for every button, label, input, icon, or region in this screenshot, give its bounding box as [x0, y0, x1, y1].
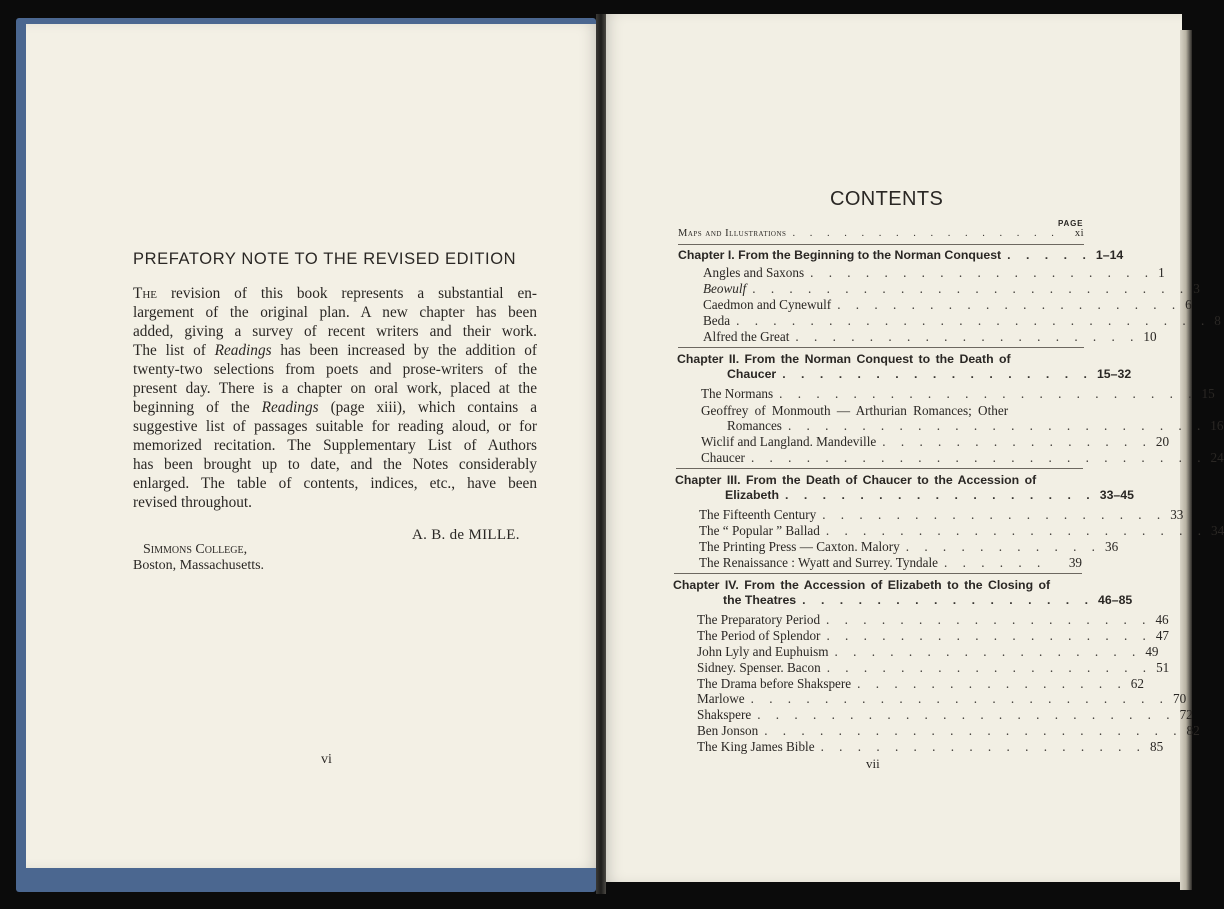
divider [676, 468, 1083, 469]
toc-entry: The King James Bible . . . . . . . . . . . . . . . . . . 85 [697, 739, 1164, 754]
divider [674, 573, 1082, 574]
body-line: beginning of the Readings (page xiii), which contains a [133, 399, 537, 416]
chapter-title: Chapter I. From the Beginning to the Norman Conquest [678, 248, 1002, 262]
toc-entry: John Lyly and Euphuism . . . . . . . . . . . . . . . . . 49 [697, 644, 1159, 659]
body-line: largement of the original plan. A new chapter has been [133, 304, 537, 321]
toc-entry: Wiclif and Langland. Mandeville . . . . . . . . . . . . . . . 20 [701, 434, 1170, 449]
toc-entry: Chaucer . . . . . . . . . . . . . . . . . . . . . . . . . 24 [701, 450, 1224, 465]
toc-entry: Shakspere . . . . . . . . . . . . . . . . . . . . . . . 72 [697, 707, 1193, 722]
page-column-heading: PAGE [1058, 219, 1084, 228]
toc-entry: Ben Jonson . . . . . . . . . . . . . . . . . . . . . . . 82 [697, 723, 1200, 738]
toc-entry: Beowulf . . . . . . . . . . . . . . . . . . . . . . . . 3 [703, 281, 1200, 296]
toc-label: Maps and Illustrations [678, 228, 787, 239]
toc-entry: The Fifteenth Century . . . . . . . . . . . . . . . . . . . 33 [699, 507, 1184, 522]
place-line-1: Simmons College, [143, 542, 248, 557]
toc-entry: Romances . . . . . . . . . . . . . . . . . . . . . . . 16 [727, 418, 1224, 433]
right-page-number: vii [866, 756, 880, 771]
toc-entry: The Drama before Shakspere . . . . . . . . . . . . . . . 62 [697, 676, 1144, 691]
emphasis: Readings [261, 399, 319, 416]
toc-entry: Sidney. Spenser. Bacon . . . . . . . . . . . . . . . . . . 51 [697, 660, 1170, 675]
toc-chapter-3-cont: Elizabeth . . . . . . . . . . . . . . . . . 33–45 [725, 488, 1134, 502]
contents-title: CONTENTS [830, 188, 944, 210]
chapter-pages: 1–14 [1095, 248, 1124, 262]
toc-chapter-4: Chapter IV. From the Accession of Elizabeth to the Closing of [673, 578, 1051, 592]
toc-page: xi [1074, 228, 1084, 239]
chapter-pages: 15–32 [1096, 367, 1132, 381]
body-line: added, giving a survey of recent writers and their work. [133, 323, 537, 340]
prefatory-note-title: PREFATORY NOTE TO THE REVISED EDITION [133, 250, 517, 268]
body-line: The list of Readings has been increased by the addition of [133, 342, 538, 359]
toc-entry: The Period of Splendor . . . . . . . . . . . . . . . . . . 47 [697, 628, 1170, 643]
chapter-pages: 46–85 [1098, 593, 1133, 607]
toc-entry: The “ Popular ” Ballad . . . . . . . . . . . . . . . . . . . . . 34 [699, 523, 1224, 538]
toc-entry: The Renaissance : Wyatt and Surrey. Tyndale . . . . . . 39 [699, 555, 1082, 570]
toc-entry: The Printing Press — Caxton. Malory . . . . . . . . . . . 36 [699, 539, 1119, 554]
toc-entry: Beda . . . . . . . . . . . . . . . . . . . . . . . . . . 8 [703, 313, 1221, 328]
body-line: enlarged. The table of contents, indices, etc., have been [133, 475, 537, 492]
toc-entry: Geoffrey of Monmouth — Arthurian Romances; Other [701, 403, 1009, 418]
author-signature: A. B. de MILLE. [412, 527, 520, 543]
toc-chapter-4-cont: the Theatres . . . . . . . . . . . . . . . . 46–85 [723, 593, 1133, 607]
toc-entry: The Preparatory Period . . . . . . . . . . . . . . . . . . 46 [697, 612, 1169, 627]
prefatory-note-body [133, 284, 537, 512]
body-line: memorized recitation. The Supplementary List of Authors [133, 437, 537, 454]
body-line: revised throughout. [133, 494, 252, 511]
chapter-pages: 33–45 [1099, 488, 1134, 502]
divider [678, 244, 1084, 245]
body-line: present day. There is a chapter on oral work, placed at the [133, 380, 537, 397]
toc-chapter-1: Chapter I. From the Beginning to the Norman Conquest . . . . . 1–14 [678, 248, 1124, 262]
toc-entry: Alfred the Great . . . . . . . . . . . . . . . . . . . 10 [703, 329, 1157, 344]
toc-entry: The Normans . . . . . . . . . . . . . . . . . . . . . . . 15 [701, 386, 1215, 401]
left-page-number: vi [321, 752, 332, 767]
lead-word: The [133, 285, 158, 302]
toc-entry: Caedmon and Cynewulf . . . . . . . . . . . . . . . . . . . 6 [703, 297, 1192, 312]
body-line: has been brought up to date, and the Notes considerably [133, 456, 537, 473]
toc-entry: Angles and Saxons . . . . . . . . . . . . . . . . . . . 1 [703, 265, 1165, 280]
toc-chapter-3: Chapter III. From the Death of Chaucer to the Accession of [675, 473, 1037, 487]
body-line: The revision of this book represents a substantial en- [133, 285, 537, 302]
place-line-2: Boston, Massachusetts. [133, 558, 265, 573]
toc-entry: Marlowe . . . . . . . . . . . . . . . . . . . . . . . 70 [697, 691, 1187, 706]
emphasis: Readings [214, 342, 272, 359]
toc-chapter-2-cont: Chaucer . . . . . . . . . . . . . . . . . 15–32 [727, 367, 1132, 381]
toc-chapter-2: Chapter II. From the Norman Conquest to the Death of [677, 352, 1011, 366]
toc-maps-row: Maps and Illustrations . . . . . . . . . . . . . . . . xi [678, 228, 1084, 239]
body-line: twenty-two selections from poets and prose-writers of the [133, 361, 537, 378]
book-gutter [596, 14, 606, 894]
body-line: suggestive list of passages suitable for reading aloud, or for [133, 418, 537, 435]
divider [678, 347, 1084, 348]
